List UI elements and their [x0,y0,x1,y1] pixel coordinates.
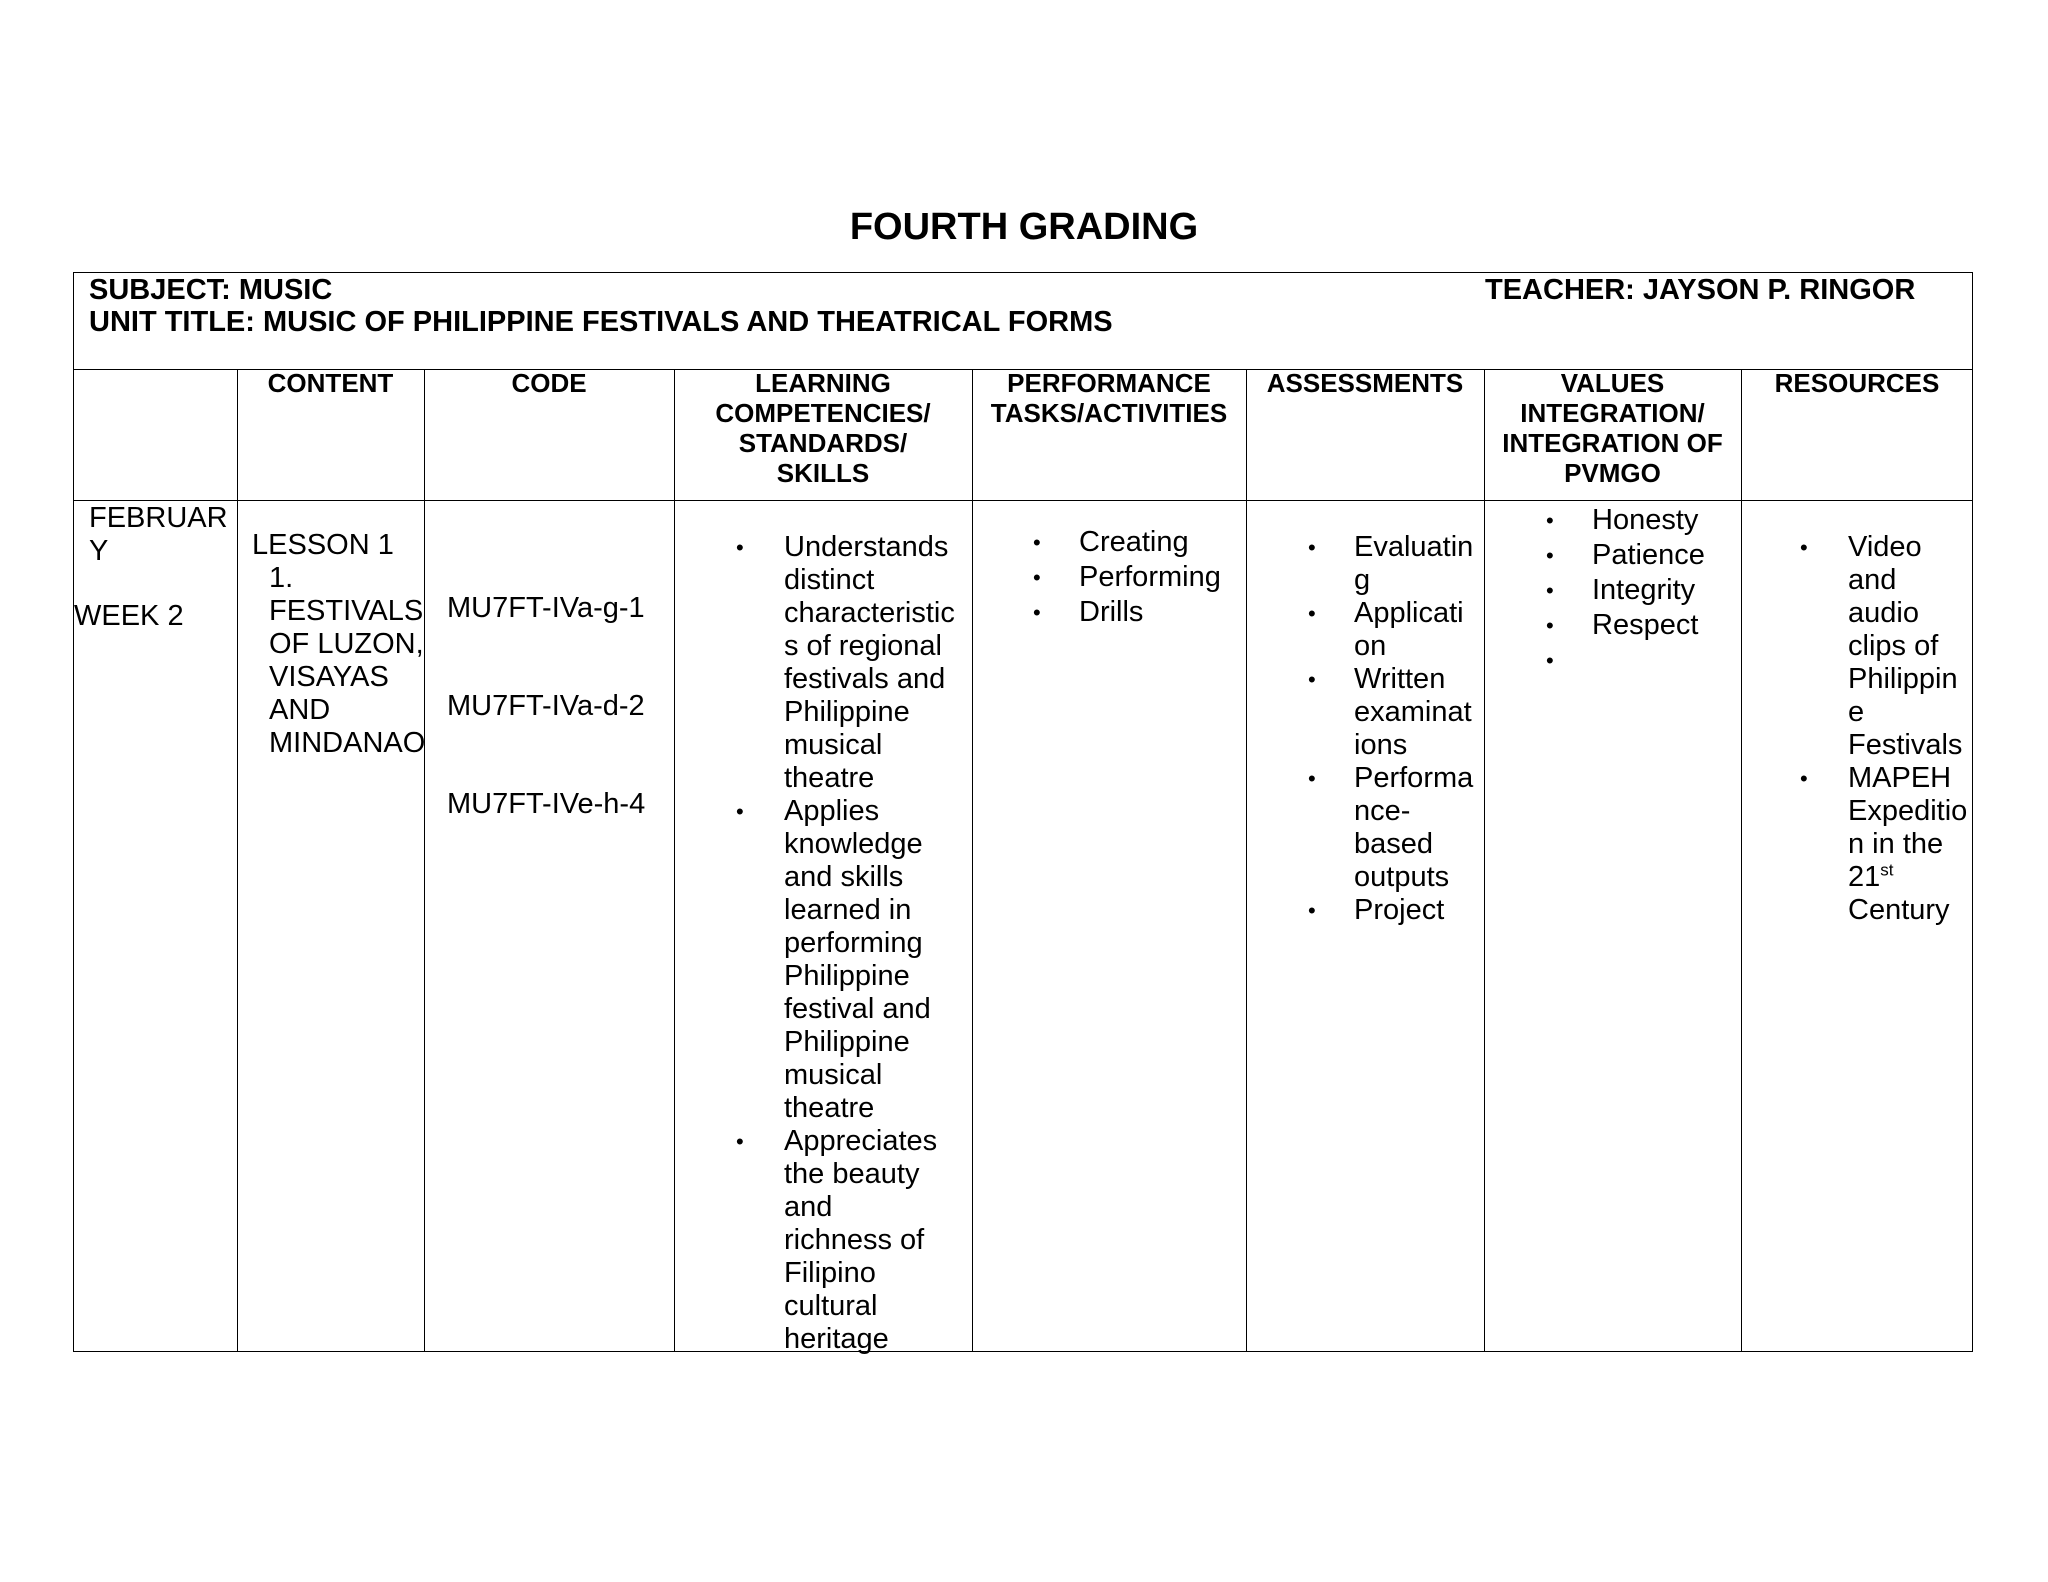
list-item: • Video and audio clips of Philippin e Festivals [1800,531,1963,761]
column-header-divider [73,500,1973,501]
month-cell: FEBRUAR Y [89,502,228,567]
list-item: • Patience [1546,539,1705,571]
list-item: • MAPEH Expeditio n in the 21st Century [1800,762,1968,926]
week-cell: WEEK 2 [74,600,184,632]
list-item: • Performa nce- based outputs [1308,762,1474,893]
bullet-icon: • [1546,508,1554,533]
col-divider-2 [424,369,425,1352]
bullet-icon: • [1308,667,1316,692]
learning-cell [736,531,955,1356]
list-item: • Evaluatin g [1308,531,1474,596]
bullet-icon: • [1800,766,1808,791]
resources-cell [1800,531,1967,927]
column-header-content: CONTENT [267,368,394,398]
column-header-values: VALUES INTEGRATION/ INTEGRATION OF PVMGO [1502,368,1723,488]
col-divider-3 [674,369,675,1352]
performance-cell [1033,525,1221,630]
bullet-icon: • [1308,535,1316,560]
bullet-icon: • [1546,648,1554,673]
bullet-icon: • [1546,613,1554,638]
list-item: • Project [1308,894,1445,926]
page-title: FOURTH GRADING [849,206,1199,248]
teacher-label: TEACHER: JAYSON P. RINGOR [1485,274,1916,306]
list-item: • Written examinat ions [1308,663,1472,761]
bullet-icon: • [1033,600,1041,625]
content-cell: LESSON 1 1. FESTIVALS OF LUZON, VISAYAS AND MINDANAO [252,529,426,759]
code-item: MU7FT-IVa-d-2 [447,690,645,722]
bullet-icon: • [1308,898,1316,923]
code-item: MU7FT-IVa-g-1 [447,592,645,624]
unit-title-label: UNIT TITLE: MUSIC OF PHILIPPINE FESTIVALS AND THEATRICAL FORMS [89,306,1113,338]
bullet-icon: • [736,799,744,824]
column-header-assessments: ASSESSMENTS [1266,368,1464,398]
list-item: • Appreciates the beauty and richness of Filipino cultural heritage [736,1125,938,1355]
col-divider-1 [237,369,238,1352]
list-item: • Applicati on [1308,597,1464,662]
list-item: • Understands distinct characteristic s of regional festivals and Philippine musical theatre [736,531,955,794]
bullet-icon: • [1308,601,1316,626]
list-item: • Performing [1033,561,1221,593]
bullet-icon: • [736,1129,744,1154]
column-header-resources: RESOURCES [1774,368,1940,398]
values-cell [1546,503,1705,678]
code-item: MU7FT-IVe-h-4 [447,788,646,820]
list-item: • Creating [1033,526,1189,558]
column-header-performance: PERFORMANCE TASKS/ACTIVITIES [990,368,1228,428]
bullet-icon: • [1033,565,1041,590]
list-item [1546,643,1705,678]
column-header-code: CODE [511,368,587,398]
col-divider-5 [1246,369,1247,1352]
list-item: • Integrity [1546,574,1696,606]
bullet-icon: • [1546,543,1554,568]
col-divider-4 [972,369,973,1352]
col-divider-7 [1741,369,1742,1352]
list-item: • Honesty [1546,504,1699,536]
column-header-learning: LEARNING COMPETENCIES/ STANDARDS/ SKILLS [715,368,931,488]
list-item: • Respect [1546,609,1699,641]
bullet-icon: • [736,535,744,560]
subject-label: SUBJECT: MUSIC [89,274,333,306]
bullet-icon: • [1308,766,1316,791]
bullet-icon: • [1546,578,1554,603]
assessments-cell [1308,531,1473,927]
list-item: • Drills [1033,596,1144,628]
bullet-icon: • [1800,535,1808,560]
bullet-icon: • [1033,530,1041,555]
col-divider-6 [1484,369,1485,1352]
list-item: • Applies knowledge and skills learned in performing Philippine festival and Philippine musical theatre [736,795,931,1124]
